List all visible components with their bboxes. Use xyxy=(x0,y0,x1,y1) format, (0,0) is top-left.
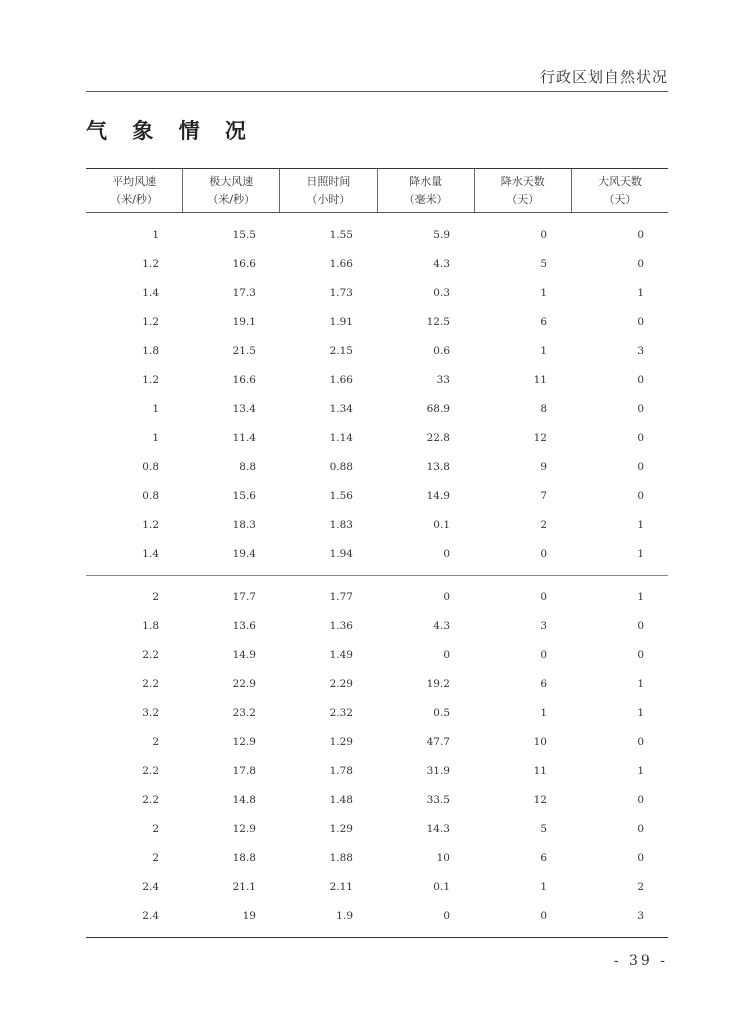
table-cell: 1 xyxy=(540,880,547,893)
table-cell: 2.2 xyxy=(142,677,159,690)
table-cell: 0 xyxy=(540,228,547,241)
table-cell: 1 xyxy=(637,764,644,777)
table-cell: 2 xyxy=(152,590,159,603)
table-cell: 1.56 xyxy=(329,489,353,502)
table-cell: 0 xyxy=(443,547,450,560)
table-cell: 12 xyxy=(533,793,547,806)
table-bottom-rule xyxy=(86,937,668,938)
table-cell: 2 xyxy=(152,735,159,748)
table-cell: 1.2 xyxy=(142,518,159,531)
table-cell: 5.9 xyxy=(433,228,450,241)
table-row xyxy=(86,394,668,423)
table-cell: 13.6 xyxy=(232,619,256,632)
table-cell: 18.3 xyxy=(232,518,256,531)
table-cell: 14.9 xyxy=(232,648,256,661)
table-body-group-1 xyxy=(86,220,668,568)
table-cell: 0.3 xyxy=(433,286,450,299)
table-row xyxy=(86,785,668,814)
column-header xyxy=(86,169,182,212)
table-cell: 6 xyxy=(540,851,547,864)
table-cell: 1 xyxy=(637,677,644,690)
table-header xyxy=(86,169,668,212)
table-cell: 0.8 xyxy=(142,460,159,473)
table-cell: 3.2 xyxy=(142,706,159,719)
table-cell: 12.9 xyxy=(232,735,256,748)
table-cell: 2.29 xyxy=(329,677,353,690)
running-header: 行政区划自然状况 xyxy=(539,68,668,86)
table-cell: 6 xyxy=(540,677,547,690)
table-cell: 0 xyxy=(540,909,547,922)
table-cell: 31.9 xyxy=(426,764,450,777)
table-cell: 1 xyxy=(637,286,644,299)
group-divider xyxy=(86,575,668,576)
table-cell: 33 xyxy=(436,373,450,386)
table-row xyxy=(86,365,668,394)
table-cell: 0.8 xyxy=(142,489,159,502)
page-title: 气 象 情 况 xyxy=(86,118,255,143)
table-cell: 22.9 xyxy=(232,677,256,690)
table-cell: 1 xyxy=(152,431,159,444)
table-cell: 2 xyxy=(637,880,644,893)
column-unit: （天） xyxy=(603,192,637,206)
table-cell: 0 xyxy=(637,402,644,415)
table-cell: 16.6 xyxy=(232,257,256,270)
table-cell: 0 xyxy=(637,619,644,632)
table-row xyxy=(86,278,668,307)
column-unit: （米/秒） xyxy=(207,192,256,206)
table-row xyxy=(86,843,668,872)
table-cell: 0 xyxy=(540,648,547,661)
table-cell: 10 xyxy=(436,851,450,864)
table-cell: 0 xyxy=(443,648,450,661)
table-cell: 0.1 xyxy=(433,518,450,531)
table-cell: 1.48 xyxy=(329,793,353,806)
table-cell: 1.49 xyxy=(329,648,353,661)
table-cell: 2.2 xyxy=(142,793,159,806)
table-cell: 1 xyxy=(637,706,644,719)
table-row xyxy=(86,423,668,452)
table-cell: 22.8 xyxy=(426,431,450,444)
table-cell: 0 xyxy=(637,822,644,835)
table-cell: 0 xyxy=(637,257,644,270)
table-cell: 2.15 xyxy=(329,344,353,357)
column-name: 平均风速 xyxy=(112,174,157,188)
table-cell: 11 xyxy=(533,764,547,777)
table-cell: 1.91 xyxy=(329,315,353,328)
table-cell: 0.1 xyxy=(433,880,450,893)
table-cell: 0 xyxy=(637,460,644,473)
table-cell: 19.4 xyxy=(232,547,256,560)
table-cell: 0 xyxy=(637,851,644,864)
table-cell: 0 xyxy=(637,431,644,444)
table-cell: 0 xyxy=(637,735,644,748)
table-cell: 0 xyxy=(637,228,644,241)
table-cell: 1.4 xyxy=(142,547,159,560)
table-cell: 0 xyxy=(637,373,644,386)
column-unit: （米/秒） xyxy=(110,192,158,206)
table-cell: 2 xyxy=(152,822,159,835)
table-cell: 5 xyxy=(540,257,547,270)
table-cell: 0 xyxy=(637,315,644,328)
table-cell: 21.5 xyxy=(232,344,256,357)
column-name: 日照时间 xyxy=(306,174,351,188)
column-name: 大风天数 xyxy=(597,174,642,188)
column-header xyxy=(182,169,279,212)
table-cell: 1 xyxy=(540,286,547,299)
table-cell: 1.8 xyxy=(142,619,159,632)
table-cell: 12.5 xyxy=(426,315,450,328)
table-cell: 0 xyxy=(637,489,644,502)
table-row xyxy=(86,307,668,336)
table-cell: 1.83 xyxy=(329,518,353,531)
table-cell: 14.3 xyxy=(426,822,450,835)
table-cell: 8 xyxy=(540,402,547,415)
table-cell: 1.36 xyxy=(329,619,353,632)
table-cell: 0.6 xyxy=(433,344,450,357)
table-cell: 12.9 xyxy=(232,822,256,835)
table-cell: 1.73 xyxy=(329,286,353,299)
table-cell: 2.11 xyxy=(329,880,353,893)
table-cell: 0 xyxy=(637,793,644,806)
table-cell: 19 xyxy=(242,909,256,922)
column-name: 极大风速 xyxy=(209,174,254,188)
table-cell: 1.29 xyxy=(329,822,353,835)
table-row xyxy=(86,336,668,365)
table-row xyxy=(86,582,668,611)
table-cell: 33.5 xyxy=(426,793,450,806)
table-cell: 0 xyxy=(637,648,644,661)
table-cell: 0.5 xyxy=(433,706,450,719)
table-cell: 3 xyxy=(637,909,644,922)
table-cell: 16.6 xyxy=(232,373,256,386)
table-cell: 1 xyxy=(152,228,159,241)
table-row xyxy=(86,611,668,640)
table-cell: 9 xyxy=(540,460,547,473)
table-cell: 1.8 xyxy=(142,344,159,357)
table-cell: 13.4 xyxy=(232,402,256,415)
table-cell: 14.8 xyxy=(232,793,256,806)
table-cell: 19.1 xyxy=(232,315,256,328)
table-cell: 3 xyxy=(637,344,644,357)
table-cell: 1.2 xyxy=(142,257,159,270)
table-cell: 1.14 xyxy=(329,431,353,444)
header-bottom-rule xyxy=(86,212,668,213)
table-cell: 1.29 xyxy=(329,735,353,748)
table-cell: 1 xyxy=(637,518,644,531)
table-cell: 18.8 xyxy=(232,851,256,864)
table-cell: 2.4 xyxy=(142,880,159,893)
table-cell: 1 xyxy=(637,590,644,603)
table-cell: 2.32 xyxy=(329,706,353,719)
table-cell: 4.3 xyxy=(433,619,450,632)
table-cell: 68.9 xyxy=(426,402,450,415)
table-row xyxy=(86,539,668,568)
table-cell: 15.6 xyxy=(232,489,256,502)
table-cell: 1.94 xyxy=(329,547,353,560)
table-row xyxy=(86,669,668,698)
table-row xyxy=(86,756,668,785)
table-row xyxy=(86,872,668,901)
table-row xyxy=(86,249,668,278)
column-name: 降水量 xyxy=(409,174,443,188)
column-header xyxy=(571,169,668,212)
table-cell: 2.2 xyxy=(142,648,159,661)
table-cell: 1.2 xyxy=(142,315,159,328)
table-row xyxy=(86,510,668,539)
table-body-group-2 xyxy=(86,582,668,930)
table-cell: 17.7 xyxy=(232,590,256,603)
table-cell: 10 xyxy=(533,735,547,748)
table-cell: 1.66 xyxy=(329,373,353,386)
table-cell: 1 xyxy=(637,547,644,560)
table-cell: 11 xyxy=(533,373,547,386)
table-cell: 1.9 xyxy=(336,909,353,922)
table-cell: 0 xyxy=(540,547,547,560)
table-cell: 1.2 xyxy=(142,373,159,386)
table-cell: 4.3 xyxy=(433,257,450,270)
table-cell: 0.88 xyxy=(329,460,353,473)
column-header xyxy=(377,169,474,212)
table-cell: 2 xyxy=(152,851,159,864)
table-cell: 8.8 xyxy=(239,460,256,473)
table-cell: 0 xyxy=(540,590,547,603)
table-cell: 1.77 xyxy=(329,590,353,603)
table-row xyxy=(86,698,668,727)
table-cell: 17.3 xyxy=(232,286,256,299)
table-cell: 13.8 xyxy=(426,460,450,473)
table-cell: 19.2 xyxy=(426,677,450,690)
table-cell: 12 xyxy=(533,431,547,444)
table-cell: 1.88 xyxy=(329,851,353,864)
table-cell: 2 xyxy=(540,518,547,531)
table-cell: 1.34 xyxy=(329,402,353,415)
column-name: 降水天数 xyxy=(500,174,545,188)
table-cell: 1 xyxy=(540,706,547,719)
table-cell: 0 xyxy=(443,590,450,603)
column-header xyxy=(474,169,571,212)
table-cell: 11.4 xyxy=(232,431,256,444)
table-cell: 1.66 xyxy=(329,257,353,270)
table-row xyxy=(86,481,668,510)
header-rule xyxy=(86,91,668,92)
table-row xyxy=(86,901,668,930)
table-cell: 17.8 xyxy=(232,764,256,777)
table-row xyxy=(86,220,668,249)
table-cell: 6 xyxy=(540,315,547,328)
table-cell: 15.5 xyxy=(232,228,256,241)
table-cell: 1 xyxy=(540,344,547,357)
table-cell: 47.7 xyxy=(426,735,450,748)
column-header xyxy=(279,169,376,212)
table-cell: 1 xyxy=(152,402,159,415)
table-cell: 2.4 xyxy=(142,909,159,922)
table-cell: 7 xyxy=(540,489,547,502)
table-cell: 5 xyxy=(540,822,547,835)
table-cell: 14.9 xyxy=(426,489,450,502)
column-unit: （天） xyxy=(506,192,540,206)
table-cell: 21.1 xyxy=(232,880,256,893)
table-cell: 0 xyxy=(443,909,450,922)
table-row xyxy=(86,640,668,669)
table-row xyxy=(86,727,668,756)
table-row xyxy=(86,452,668,481)
table-row xyxy=(86,814,668,843)
table-cell: 1.78 xyxy=(329,764,353,777)
table-cell: 1.4 xyxy=(142,286,159,299)
page-number: - 39 - xyxy=(613,953,668,969)
column-unit: （小时） xyxy=(306,192,351,206)
table-cell: 23.2 xyxy=(232,706,256,719)
table-cell: 1.55 xyxy=(329,228,353,241)
table-cell: 3 xyxy=(540,619,547,632)
table-cell: 2.2 xyxy=(142,764,159,777)
column-unit: （毫米） xyxy=(403,192,448,206)
